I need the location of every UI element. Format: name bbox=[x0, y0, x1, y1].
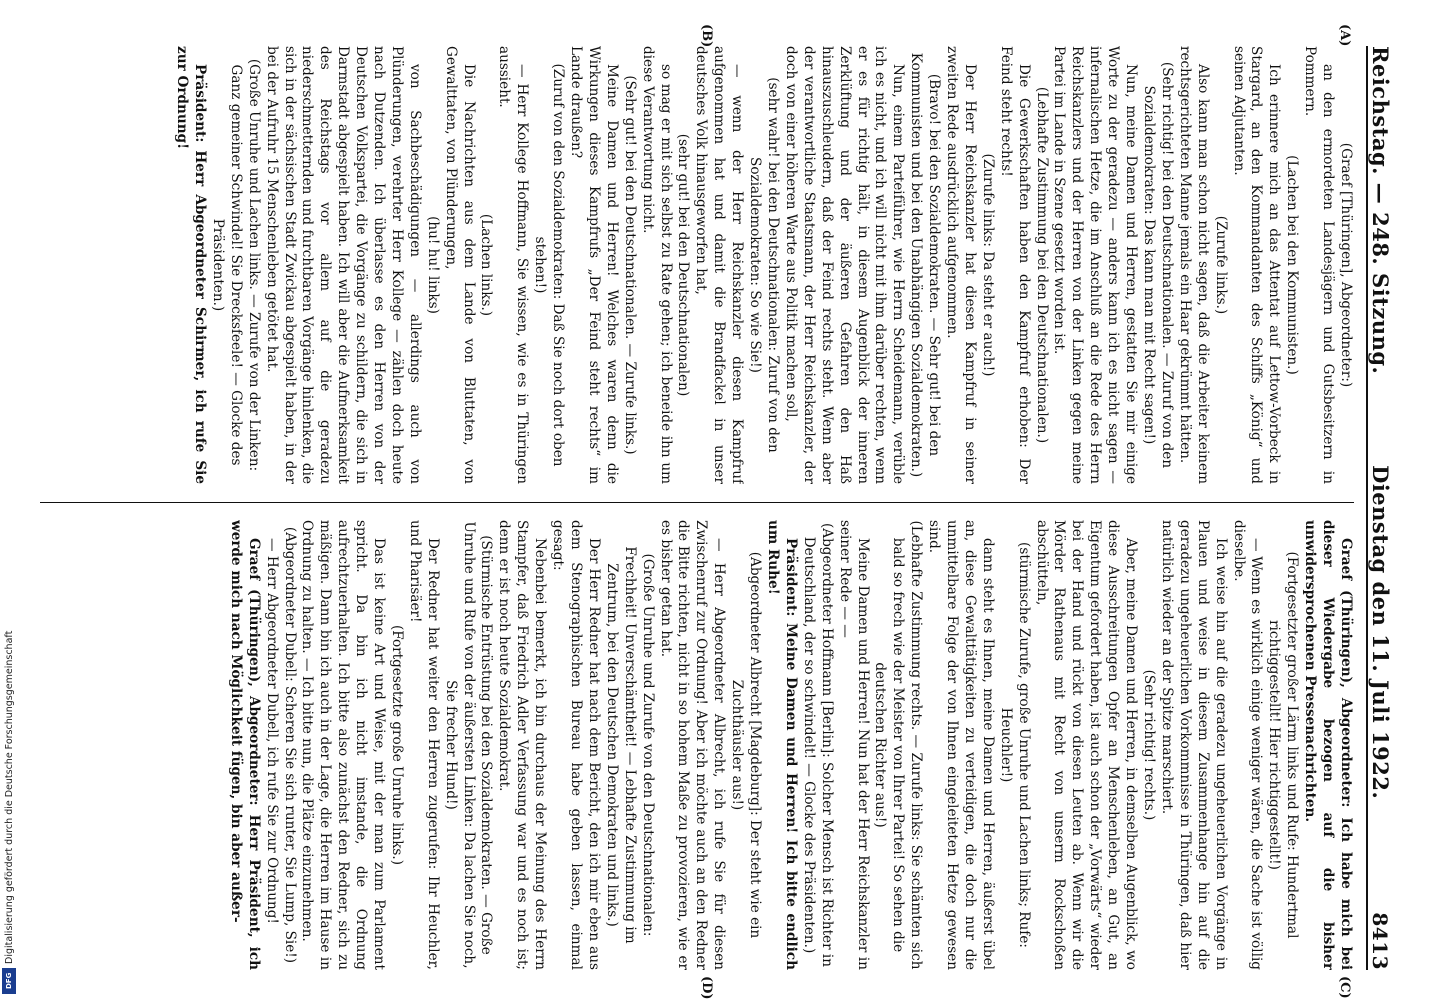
paragraph: Meine Damen und Herren! Nun hat der Herr Reichskanzler in seiner Rede — — bbox=[836, 520, 871, 970]
paragraph: (Zurufe links: Da steht er auch!) bbox=[979, 153, 996, 377]
paragraph: dann steht es Ihnen, meine Damen und Herren, äußerst übel an, diese Gewalttätigkeiten zu verteidigen, die doch nur die unmittelbare Folge der von Ihnen eingeleiteten Hetze gewesen sind. bbox=[926, 520, 996, 970]
paragraph: Ich erinnere mich an das Attentat auf Lettow-Vorbeck in Stargard, an den Kommandanten des Schiffs „König“ und seinen Adjutanten. bbox=[1230, 46, 1283, 484]
paragraph: Präsident: Meine Damen und Herren! Ich bitte endlich um Ruhe! bbox=[765, 520, 799, 970]
left-column bbox=[40, 46, 1354, 484]
paragraph: (Lachen bei den Kommunisten.) bbox=[1284, 155, 1301, 375]
paragraph: (Sehr richtig! bei den Deutschnationalen. — Zuruf von den Sozialdemokraten: Das kann man mit Recht sagen!) bbox=[1141, 61, 1175, 469]
paragraph: (Große Unruhe und Zurufe von den Deutschnationalen: Frechheit! Unverschämtheit! — Lebhafte Zustimmung im Zentrum, bei den Deutschen Demokraten und links.) bbox=[603, 546, 656, 944]
digitization-notice-text: Digitalisierung gefördert durch die Deutsche Forschungsgemeinschaft bbox=[4, 630, 15, 964]
paragraph: (Sehr gut! bei den Deutschnationalen. — Zurufe links.) bbox=[621, 75, 638, 455]
paragraph: Meine Damen und Herren! Welches waren denn die Wirkungen dieses Kampfrufs „Der Feind steht rechts“ im Lande draußen? bbox=[568, 46, 620, 484]
paragraph: (Sehr richtig! rechts.) bbox=[1141, 669, 1158, 821]
column-divider bbox=[40, 502, 1354, 503]
digitization-notice bbox=[2, 0, 18, 1000]
paragraph: (sehr gut! bei den Deutschnationalen) bbox=[675, 133, 692, 397]
paragraph: (Abgeordneter Hoffmann [Berlin]: Solcher Mensch ist Richter in Deutschland, der so schwindelt! — Glocke des Präsidenten.) bbox=[800, 522, 835, 968]
paragraph: (Bravo! bei den Sozialdemokraten. — Sehr gut! bei den Kommunisten und bei den Unabhängigen Sozialdemokraten.) bbox=[908, 52, 943, 478]
paragraph: (Zuruf von den Sozialdemokraten: Daß Sie noch dort oben stehen!) bbox=[532, 63, 567, 467]
paragraph: Der Herr Reichskanzler hat diesen Kampfruf in seiner zweiten Rede ausdrücklich aufgenommen. bbox=[944, 46, 978, 484]
paragraph: (Große Unruhe und Lachen links. — Zurufe von der Linken: Ganz gemeiner Schwindel! Sie Drecksfeele! — Glocke des Präsidenten.) bbox=[209, 58, 262, 472]
paragraph: Aber, meine Damen und Herren, in demselben Augenblick, wo diese Ausschreitungen Opfer an Menschenleben, an Gut, an Eigentum gefordert haben, ist auch schon der „Vorwärts“ wieder bei der Hand und rückt von diesen Leuten ab. Wenn wir die Mörder Rathenaus mit Recht von unserm Rockschoßen abschütteln, bbox=[1033, 520, 1140, 970]
paragraph: (Graef [Thüringen], Abgeordneter:) bbox=[1338, 142, 1354, 388]
paragraph: Die Nachrichten aus dem Lande von Bluttaten, von Gewalttaten, von Plünderungen, bbox=[442, 46, 477, 484]
paragraph: (Fortgesetzte große Unruhe links.) bbox=[388, 624, 405, 866]
paragraph: (Zurufe links.) bbox=[1212, 215, 1229, 315]
paragraph: — Herr Abgeordneter Dubell, ich rufe Sie zur Ordnung! bbox=[263, 538, 280, 924]
paragraph: an den ermordeten Landesjägern und Gutsbesitzern in Pommern. bbox=[1302, 46, 1337, 484]
paragraph: (Lebhafte Zustimmung rechts. — Zurufe links: Sie schämten sich bald so frech wie der Meister von Ihrer Partei! So sehen die deutschen Richter aus!) bbox=[872, 520, 925, 970]
paragraph: Nebenbei bemerkt, ich bin durchaus der Meinung des Herrn Stampfer, daß Friedrich Adler Verfassung war und es noch ist; denn er ist noch heute Sozialdemokrat. bbox=[496, 520, 549, 970]
paragraph: (Abgeordneter Dubell: Scheren Sie sich runter, Sie Lump, Sie!) bbox=[281, 526, 298, 964]
paragraph: (Fortgesetzter großer Lärm links und Rufe: Hundertmal richtiggestellt! Hier richtiggestellt!) bbox=[1266, 551, 1301, 939]
paragraph: — wenn der Herr Reichskanzler diesen Kampfruf aufgenommen hat und damit die Brandfackel in unser deutsches Volk hinausgeworfen hat, bbox=[693, 46, 746, 484]
paragraph: Graef (Thüringen), Abgeordneter: Ich habe mich bei dieser Wiedergabe bezogen auf die bisher unwidersprochenen Pressenachrichten. bbox=[1302, 520, 1354, 970]
paragraph: — Herr Kollege Hoffmann, Sie wissen, wie es in Thüringen aussieht. bbox=[496, 46, 531, 484]
paragraph: — Herr Abgeordneter Albrecht, ich rufe Sie für diesen Zwischenruf zur Ordnung! Aber ich möchte auch an den Redner die Bitte richten, nicht in so hohem Maße zu provozieren, wie er es bisher getan hat. bbox=[657, 520, 728, 970]
paragraph: Der Redner hat weiter den Herren zugerufen: Ihr Heuchler, und Pharisäer! bbox=[406, 520, 441, 970]
paragraph: von Sachbeschädigungen — allerdings auch von Plünderungen, verehrter Herr Kollege — zählen doch heute nach Dutzenden. Ich überlasse es den Herren von der Deutschen Volkspartei, die Vorgänge zu schildern, die sich in Darmstadt abgespielt haben. Ich will aber die Aufmerksamkeit des Reichstags vor allem auf die geradezu niederschmetternden und furchtbaren Vorgänge hinlenken, die sich in der sächsischen Stadt Zwickau abgespielt haben, in der bei der Aufruhr 15 Menschenleben getötet hat. bbox=[263, 46, 423, 484]
paragraph: (Lachen links.) bbox=[478, 213, 495, 317]
paragraph: Die Gewerkschaften haben den Kampfruf erhoben: Der Feind steht rechts! bbox=[997, 46, 1032, 484]
right-column bbox=[40, 520, 1354, 970]
paragraph: (sehr wahr! bei den Deutschnationalen: Zuruf von den Sozialdemokraten: So wie Sie!) bbox=[747, 77, 781, 453]
paragraph: (stürmische Zurufe, große Unruhe und Lachen links; Rufe: Heuchler!) bbox=[997, 542, 1032, 948]
paragraph: Ich weise hin auf die geradezu ungeheuerlichen Vorgänge in Plauen und weise in diesem Zusammenhange hin auf die geradezu ungeheuerlichen Vorkommnisse in Thüringen, daß hier natürlich wieder an der Spitze marschiert. bbox=[1158, 520, 1229, 970]
paragraph: Graef (Thüringen), Abgeordneter: Herr Präsident, ich werde mich nach Möglichkeit fügen, bin aber außer- bbox=[227, 520, 262, 970]
paragraph: Nun, meine Damen und Herren, gestatten Sie mir einige Worte zu der geradezu — anders kann ich es nicht sagen — infernalischen Hetze, die im Anschluß an die Rede des Herrn Reichskanzlers und der Herren von der Linken gegen meine Partei im Lande in Szene gesetzt worden ist. bbox=[1051, 46, 1140, 484]
paragraph: (Lebhafte Zustimmung bei den Deutschnationalen.) bbox=[1033, 86, 1050, 444]
margin-marker-d: (D) bbox=[699, 976, 714, 1000]
header-left: Reichstag. — 248. Sitzung. bbox=[1368, 46, 1393, 375]
paragraph: Präsident: Herr Abgeordneter Schirmer, ich rufe Sie zur Ordnung! bbox=[174, 46, 208, 484]
dfg-logo: DFG bbox=[2, 968, 16, 994]
paragraph: so mag er mit sich selbst zu Rate gehen; ich beneide ihn um diese Verantwortung nicht. bbox=[639, 46, 674, 484]
paragraph: (Stürmische Entrüstung bei den Sozialdemokraten. — Große Unruhe und Rufe von der äußersten Linken: Da lachen Sie noch, Sie frecher Hund!) bbox=[442, 521, 495, 969]
paragraph: — Wenn es wirklich einige weniger wären, die Sache ist völlig dieselbe. bbox=[1230, 520, 1265, 970]
margin-marker-c: (C) bbox=[1337, 976, 1352, 999]
paragraph: Nun, einem Parteiführer, wie Herrn Scheidemann, verüble ich es nicht, und ich will nicht mit ihm darüber rechten, wenn er es für richtig hält, in diesem Augenblick der inneren Zerklüftung und der äußeren Gefahren den Haß hinauszuschleudern, daß der Feind rechts steht. Wenn aber der verantwortliche Staatsmann, der Herr Reichskanzler, der doch von einer höheren Warte aus Politik machen soll, bbox=[782, 46, 907, 484]
page-header bbox=[1366, 46, 1408, 970]
header-right: Dienstag den 11. Juli 1922. bbox=[1368, 465, 1393, 800]
paragraph: (hu! hu! links) bbox=[424, 216, 441, 314]
margin-marker-b: (B) bbox=[699, 24, 714, 48]
paragraph: (Abgeordneter Albrecht [Magdeburg]: Der steht wie ein Zuchthäusler aus!) bbox=[729, 551, 764, 939]
paragraph: Das ist keine Art und Weise, mit der man zum Parlament spricht. Da bin ich nicht imstande, die Ordnung aufrechtzuerhalten. Ich bitte also zunächst den Redner, sich zu mäßigen. Dann bin ich auch in der Lage, die Herren im Hause in Ordnung zu halten. — Ich bitte nun, die Plätze einzunehmen. bbox=[299, 520, 388, 970]
page-number: 8413 bbox=[1368, 912, 1392, 970]
paragraph: Also kann man schon nicht sagen, daß die Arbeiter keinem rechtsgerichteten Manne jemals ein Haar gekrümmt hätten. bbox=[1176, 46, 1211, 484]
paragraph: Der Herr Redner hat nach dem Bericht, den ich mir eben aus dem Stenographischen Bureau habe geben lassen, einmal gesagt: bbox=[550, 520, 602, 970]
margin-marker-a: (A) bbox=[1337, 24, 1352, 47]
